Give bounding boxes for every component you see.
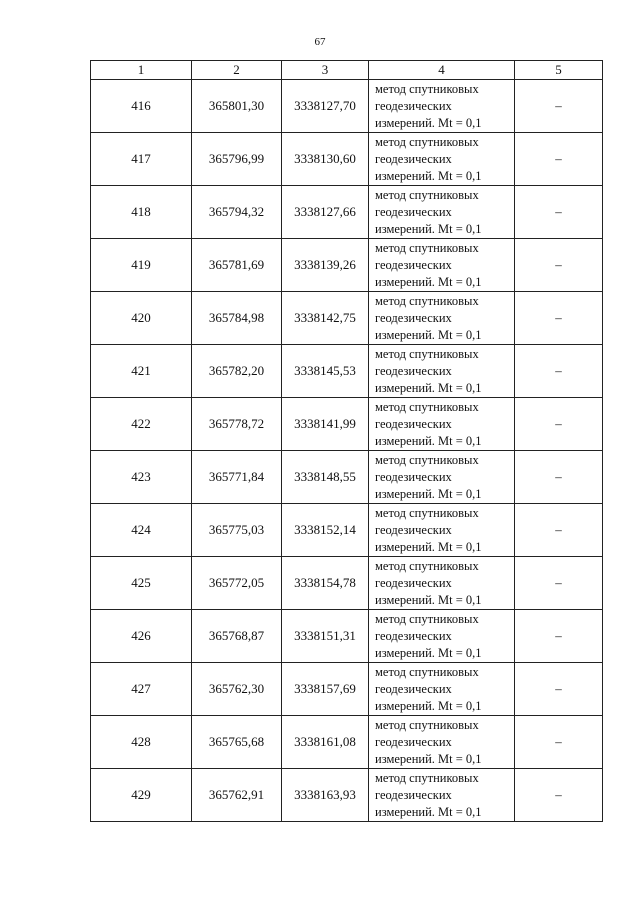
page-number: 67 (314, 36, 326, 48)
y-coordinate-cell: 3338127,66 (282, 186, 369, 239)
y-coordinate-cell: 3338142,75 (282, 292, 369, 345)
method-cell (369, 663, 515, 716)
note-cell: – (515, 239, 603, 292)
x-coordinate-cell: 365796,99 (192, 133, 282, 186)
method-line: измерений. Mt = 0,1 (375, 221, 482, 236)
table-row (91, 504, 603, 557)
method-cell (369, 610, 515, 663)
x-coordinate-cell: 365778,72 (192, 398, 282, 451)
method-line: метод спутниковых (375, 134, 479, 149)
method-line: измерений. Mt = 0,1 (375, 751, 482, 766)
y-coordinate-cell: 3338139,26 (282, 239, 369, 292)
x-coordinate-cell: 365768,87 (192, 610, 282, 663)
note-cell: – (515, 186, 603, 239)
y-coordinate-cell: 3338161,08 (282, 716, 369, 769)
column-header: 3 (282, 61, 369, 80)
method-line: геодезических (375, 310, 452, 325)
method-line: измерений. Mt = 0,1 (375, 115, 482, 130)
y-coordinate-cell: 3338141,99 (282, 398, 369, 451)
table-row (91, 133, 603, 186)
method-line: метод спутниковых (375, 452, 479, 467)
point-number-cell: 420 (91, 292, 192, 345)
point-number-cell: 424 (91, 504, 192, 557)
table-row (91, 663, 603, 716)
note-cell: – (515, 557, 603, 610)
column-header: 1 (91, 61, 192, 80)
table-row (91, 186, 603, 239)
method-line: измерений. Mt = 0,1 (375, 327, 482, 342)
method-line: измерений. Mt = 0,1 (375, 486, 482, 501)
x-coordinate-cell: 365775,03 (192, 504, 282, 557)
point-number-cell: 421 (91, 345, 192, 398)
table-row (91, 610, 603, 663)
point-number-cell: 423 (91, 451, 192, 504)
method-line: геодезических (375, 98, 452, 113)
method-line: метод спутниковых (375, 81, 479, 96)
method-line: метод спутниковых (375, 187, 479, 202)
note-cell: – (515, 663, 603, 716)
x-coordinate-cell: 365762,91 (192, 769, 282, 822)
note-cell: – (515, 451, 603, 504)
point-number-cell: 425 (91, 557, 192, 610)
y-coordinate-cell: 3338152,14 (282, 504, 369, 557)
method-cell (369, 398, 515, 451)
note-cell: – (515, 80, 603, 133)
method-line: геодезических (375, 469, 452, 484)
method-line: геодезических (375, 787, 452, 802)
table-row (91, 398, 603, 451)
method-line: метод спутниковых (375, 346, 479, 361)
note-cell: – (515, 292, 603, 345)
method-line: метод спутниковых (375, 505, 479, 520)
method-cell (369, 716, 515, 769)
method-line: метод спутниковых (375, 717, 479, 732)
table-header-row (91, 61, 603, 80)
column-header: 4 (369, 61, 515, 80)
note-cell: – (515, 716, 603, 769)
method-line: метод спутниковых (375, 399, 479, 414)
method-line: измерений. Mt = 0,1 (375, 698, 482, 713)
method-line: измерений. Mt = 0,1 (375, 645, 482, 660)
note-cell: – (515, 345, 603, 398)
x-coordinate-cell: 365782,20 (192, 345, 282, 398)
table-row (91, 557, 603, 610)
method-line: метод спутниковых (375, 558, 479, 573)
point-number-cell: 419 (91, 239, 192, 292)
method-line: геодезических (375, 681, 452, 696)
x-coordinate-cell: 365784,98 (192, 292, 282, 345)
point-number-cell: 428 (91, 716, 192, 769)
method-line: измерений. Mt = 0,1 (375, 168, 482, 183)
method-line: измерений. Mt = 0,1 (375, 274, 482, 289)
method-line: метод спутниковых (375, 770, 479, 785)
method-line: геодезических (375, 363, 452, 378)
point-number-cell: 417 (91, 133, 192, 186)
point-number-cell: 416 (91, 80, 192, 133)
method-cell (369, 239, 515, 292)
x-coordinate-cell: 365771,84 (192, 451, 282, 504)
method-line: метод спутниковых (375, 240, 479, 255)
point-number-cell: 427 (91, 663, 192, 716)
x-coordinate-cell: 365772,05 (192, 557, 282, 610)
method-cell (369, 557, 515, 610)
note-cell: – (515, 769, 603, 822)
method-line: измерений. Mt = 0,1 (375, 539, 482, 554)
y-coordinate-cell: 3338130,60 (282, 133, 369, 186)
point-number-cell: 418 (91, 186, 192, 239)
method-cell (369, 186, 515, 239)
x-coordinate-cell: 365801,30 (192, 80, 282, 133)
note-cell: – (515, 133, 603, 186)
method-line: измерений. Mt = 0,1 (375, 804, 482, 819)
table-row (91, 292, 603, 345)
method-line: геодезических (375, 257, 452, 272)
table-body (91, 80, 603, 822)
method-cell (369, 133, 515, 186)
y-coordinate-cell: 3338154,78 (282, 557, 369, 610)
method-cell (369, 80, 515, 133)
table-row (91, 716, 603, 769)
x-coordinate-cell: 365781,69 (192, 239, 282, 292)
method-cell (369, 451, 515, 504)
method-cell (369, 769, 515, 822)
table-row (91, 345, 603, 398)
y-coordinate-cell: 3338163,93 (282, 769, 369, 822)
note-cell: – (515, 398, 603, 451)
y-coordinate-cell: 3338157,69 (282, 663, 369, 716)
table-row (91, 239, 603, 292)
method-line: геодезических (375, 628, 452, 643)
method-line: метод спутниковых (375, 293, 479, 308)
method-line: метод спутниковых (375, 664, 479, 679)
method-line: метод спутниковых (375, 611, 479, 626)
coordinates-table (90, 60, 603, 822)
method-cell (369, 345, 515, 398)
method-line: геодезических (375, 204, 452, 219)
method-line: измерений. Mt = 0,1 (375, 380, 482, 395)
method-line: геодезических (375, 734, 452, 749)
point-number-cell: 426 (91, 610, 192, 663)
table-row (91, 451, 603, 504)
method-line: измерений. Mt = 0,1 (375, 592, 482, 607)
table-row (91, 769, 603, 822)
point-number-cell: 422 (91, 398, 192, 451)
point-number-cell: 429 (91, 769, 192, 822)
y-coordinate-cell: 3338127,70 (282, 80, 369, 133)
x-coordinate-cell: 365794,32 (192, 186, 282, 239)
y-coordinate-cell: 3338151,31 (282, 610, 369, 663)
note-cell: – (515, 504, 603, 557)
method-line: геодезических (375, 416, 452, 431)
method-line: измерений. Mt = 0,1 (375, 433, 482, 448)
method-cell (369, 504, 515, 557)
method-line: геодезических (375, 575, 452, 590)
y-coordinate-cell: 3338148,55 (282, 451, 369, 504)
column-header: 2 (192, 61, 282, 80)
x-coordinate-cell: 365765,68 (192, 716, 282, 769)
y-coordinate-cell: 3338145,53 (282, 345, 369, 398)
table-row (91, 80, 603, 133)
method-line: геодезических (375, 151, 452, 166)
column-header: 5 (515, 61, 603, 80)
note-cell: – (515, 610, 603, 663)
x-coordinate-cell: 365762,30 (192, 663, 282, 716)
method-cell (369, 292, 515, 345)
method-line: геодезических (375, 522, 452, 537)
